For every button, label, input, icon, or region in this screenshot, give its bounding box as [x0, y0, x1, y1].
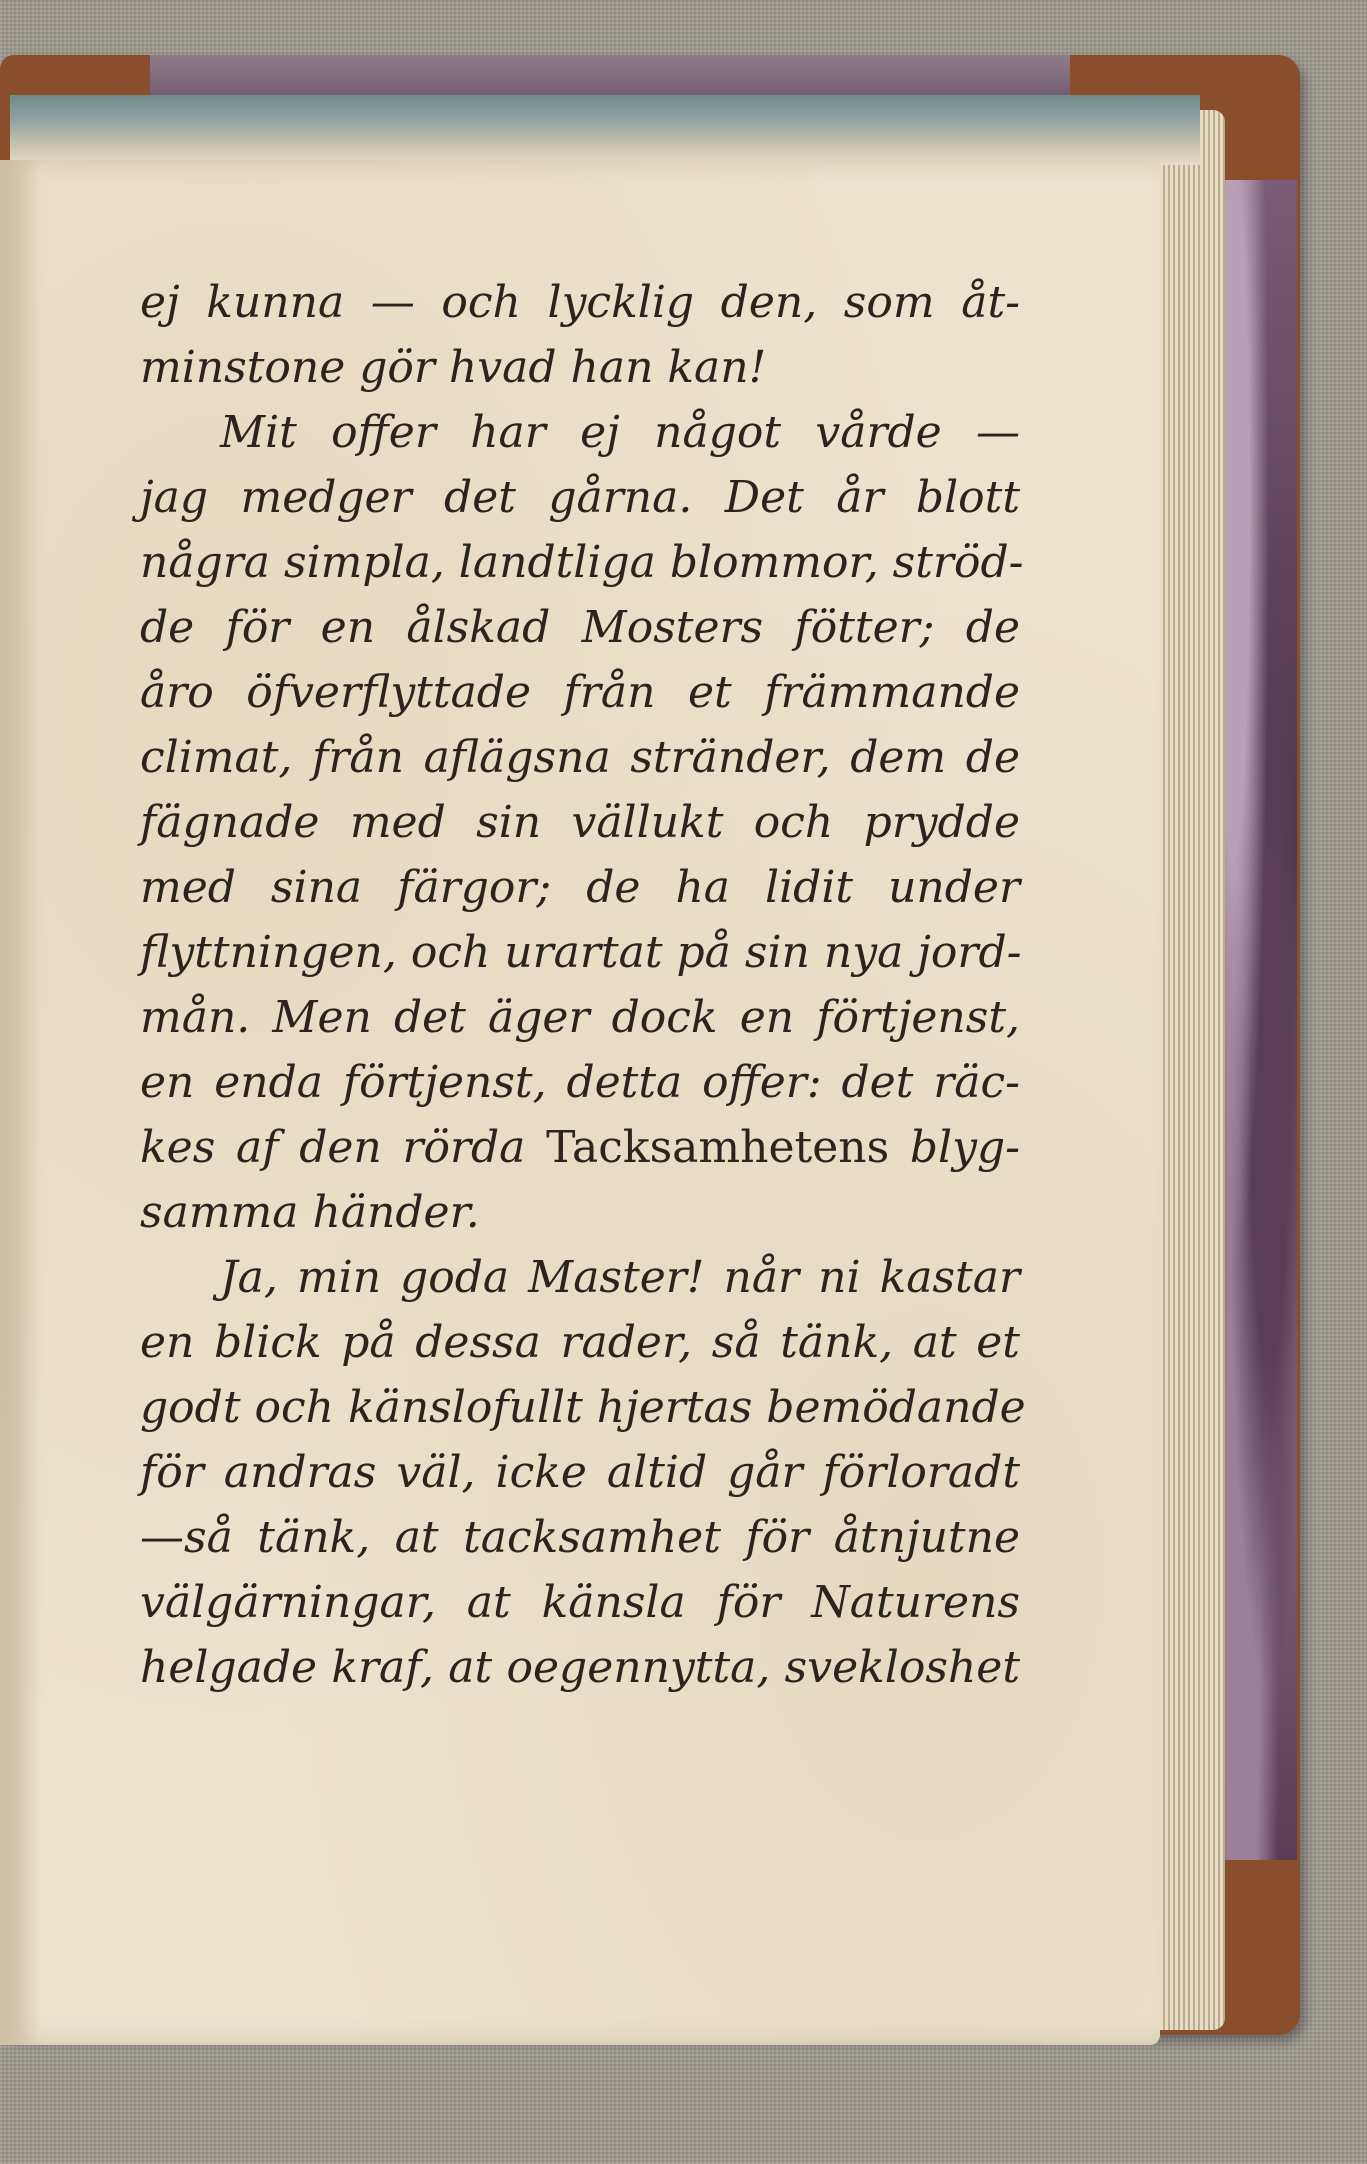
text-line: ej kunna — och lycklig den, som åt-	[140, 277, 1020, 328]
text-line: de för en ålskad Mosters fötter; de	[140, 602, 1020, 653]
text-line: climat, från aflägsna stränder, dem de	[140, 732, 1020, 783]
text-line	[140, 1115, 1020, 1180]
page-top-edge	[10, 95, 1200, 165]
text-line: mån. Men det äger dock en förtjenst,	[140, 992, 1020, 1043]
page-gutter	[0, 160, 40, 2045]
text-line: helgade kraf, at oegennytta, svekloshet	[140, 1642, 1020, 1693]
text-line: flyttningen, och urartat på sin nya jord-	[140, 927, 1022, 978]
text-line: åro öfverflyttade från et främmande	[140, 667, 1020, 718]
text-line: Ja, min goda Master! når ni kastar	[220, 1252, 1020, 1303]
page-text	[140, 270, 1026, 1700]
text-segment: blyg-	[889, 1122, 1020, 1173]
text-line: välgärningar, at känsla för Naturens	[140, 1577, 1020, 1628]
roman-word: Tacksamhetens	[546, 1122, 890, 1173]
text-line: —så tänk, at tacksamhet för åtnjutne	[140, 1512, 1020, 1563]
text-segment: kes af den rörda	[140, 1122, 547, 1173]
text-line: för andras väl, icke altid går förloradt	[140, 1447, 1020, 1498]
text-line: godt och känslofullt hjertas bemödande	[140, 1382, 1026, 1433]
text-line: en enda förtjenst, detta offer: det räc-	[140, 1057, 1020, 1108]
text-line: jag medger det gårna. Det år blott	[140, 472, 1020, 523]
page-stack-edge	[1150, 110, 1225, 2030]
text-line: några simpla, landtliga blommor, ströd-	[140, 537, 1024, 588]
text-line: med sina färgor; de ha lidit under	[140, 862, 1020, 913]
text-line: fägnade med sin vällukt och prydde	[140, 797, 1020, 848]
text-line: minstone gör hvad han kan!	[140, 342, 767, 393]
text-line: samma händer.	[140, 1187, 480, 1238]
text-line: Mit offer har ej något vårde —	[220, 407, 1020, 458]
text-line: en blick på dessa rader, så tänk, at et	[140, 1317, 1020, 1368]
